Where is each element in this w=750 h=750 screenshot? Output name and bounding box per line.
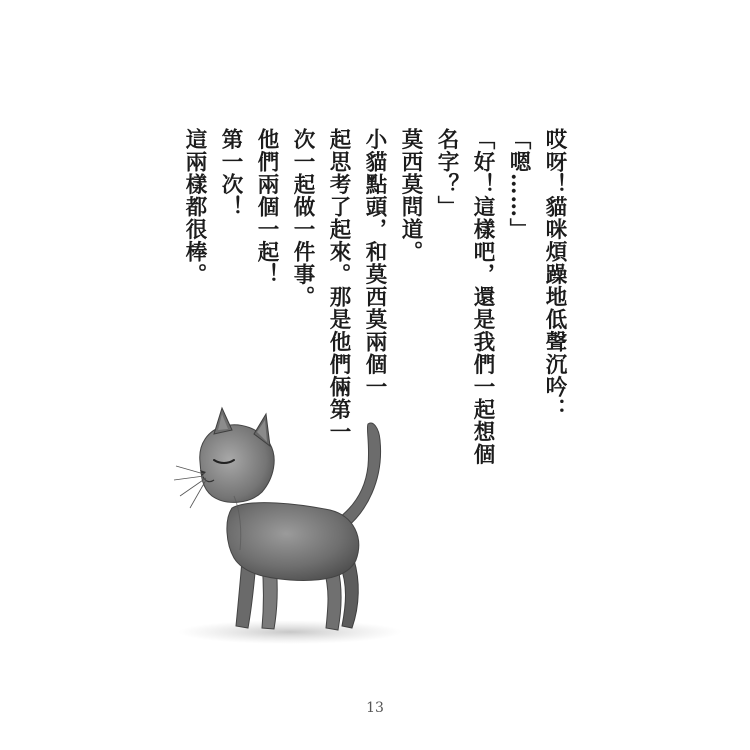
paragraph-line: 他們兩個一起！: [254, 128, 279, 286]
paragraph-line: 哎呀！貓咪煩躁地低聲沉吟：: [542, 128, 567, 421]
paragraph-line: 次一起做一件事。: [290, 128, 315, 308]
cat-tail: [336, 423, 381, 528]
cat-illustration: [170, 400, 410, 650]
paragraph-line: 莫西莫問道。: [398, 128, 423, 263]
paragraph-line: 小貓點頭，和莫西莫兩個一: [362, 128, 387, 398]
paragraph-line: 第一次！: [218, 128, 243, 218]
paragraph-line: 這兩樣都很棒。: [182, 128, 207, 286]
cat-body: [227, 503, 359, 581]
paragraph-line: 起思考了起來。那是他們倆第一: [326, 128, 351, 443]
paragraph-line: 「好！這樣吧，還是我們一起想個名字？」: [434, 128, 495, 466]
ground-shadow: [178, 620, 402, 644]
page-number: 13: [366, 700, 384, 716]
paragraph-line: 「嗯……」: [506, 128, 531, 241]
